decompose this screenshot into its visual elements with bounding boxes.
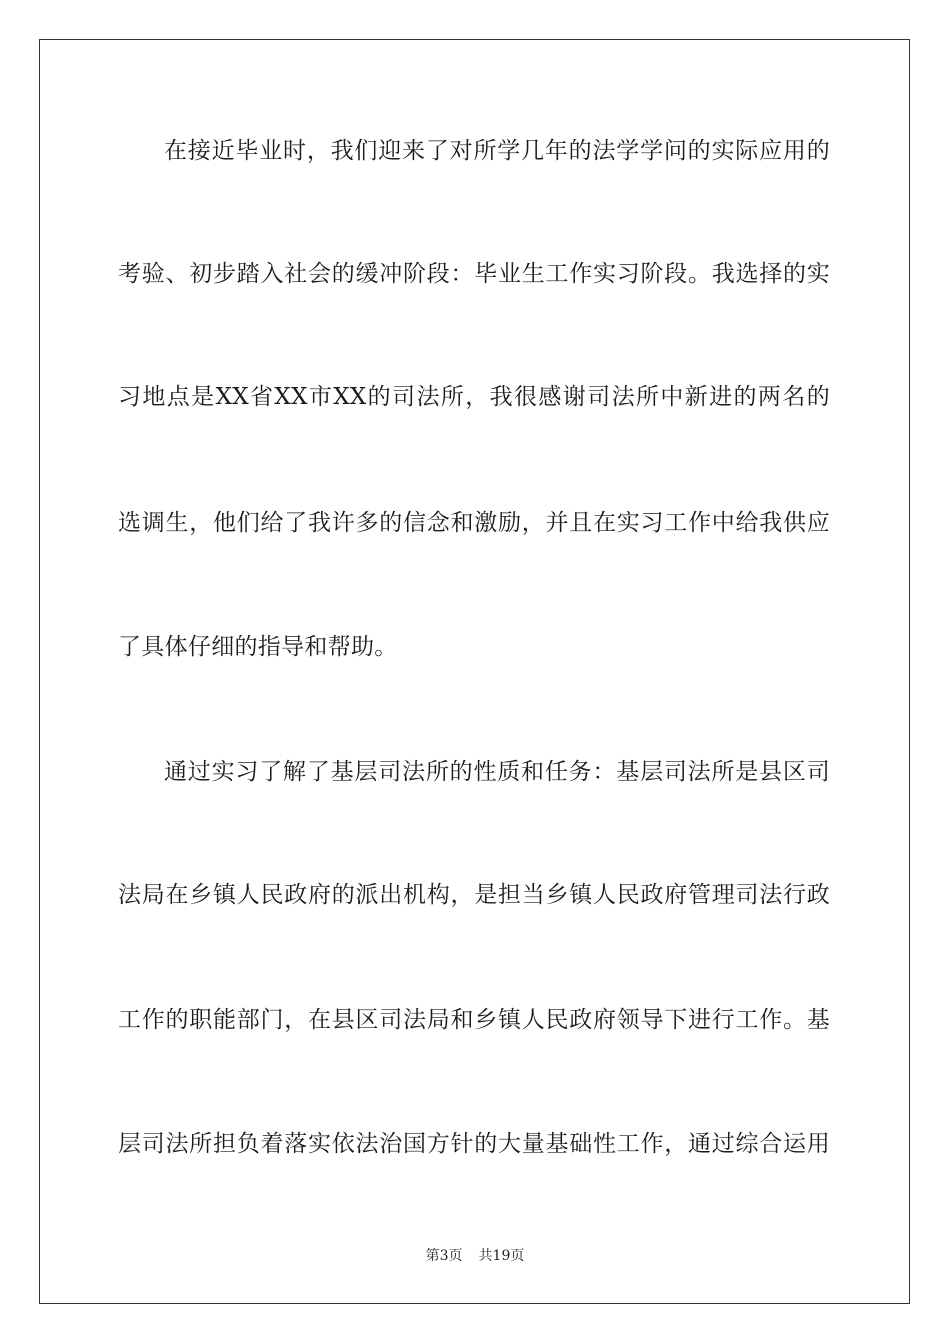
paragraph-line: 工作的职能部门，在县区司法局和乡镇人民政府领导下进行工作。基: [118, 1007, 830, 1033]
paragraph-line: 法局在乡镇人民政府的派出机构，是担当乡镇人民政府管理司法行政: [118, 882, 830, 908]
paragraph-line: 在接近毕业时，我们迎来了对所学几年的法学学问的实际应用的: [164, 138, 830, 164]
page-border: [39, 39, 910, 1304]
page-number: 第3页: [425, 1248, 463, 1264]
paragraph-line: 通过实习了解了基层司法所的性质和任务：基层司法所是县区司: [164, 759, 830, 785]
paragraph-line: 考验、初步踏入社会的缓冲阶段：毕业生工作实习阶段。我选择的实: [118, 261, 830, 287]
paragraph-line: 选调生，他们给了我许多的信念和激励，并且在实习工作中给我供应: [118, 510, 830, 536]
paragraph-line: 了具体仔细的指导和帮助。: [118, 634, 398, 660]
paragraph-line: 习地点是XX省XX市XX的司法所，我很感谢司法所中新进的两名的: [118, 384, 830, 410]
paragraph-line: 层司法所担负着落实依法治国方针的大量基础性工作，通过综合运用: [118, 1131, 830, 1157]
page-total: 共19页: [478, 1248, 525, 1264]
page-footer: [0, 1247, 950, 1265]
